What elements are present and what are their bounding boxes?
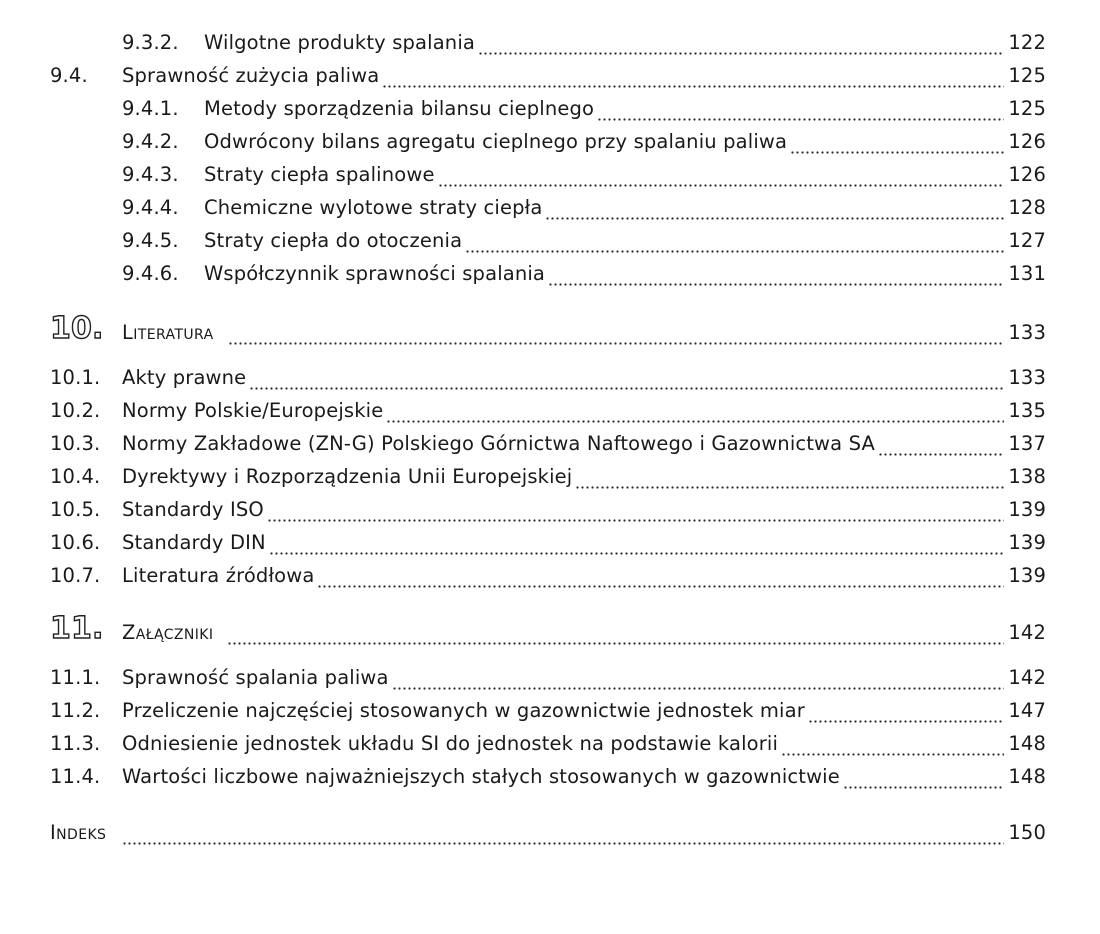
toc-entry — [50, 694, 1046, 724]
toc-entry-page: 128 — [1008, 196, 1046, 219]
toc-entry-number: 11.4. — [50, 765, 101, 788]
dot-leader — [386, 400, 1004, 424]
toc-entry — [50, 661, 1046, 691]
chapter-number: 10. — [50, 311, 104, 346]
toc-entry-title: Współczynnik sprawności spalania — [204, 262, 546, 285]
toc-entry-page: 127 — [1008, 229, 1046, 252]
toc-entry-page: 148 — [1008, 732, 1046, 755]
toc-entry-title: Wilgotne produkty spalania — [204, 31, 475, 54]
dot-leader — [781, 733, 1004, 757]
toc-entry-number: 9.3.2. — [122, 31, 179, 54]
dot-leader — [478, 32, 1004, 56]
toc-entry-number: 10.1. — [50, 366, 101, 389]
dot-leader — [228, 322, 1005, 346]
dot-leader — [122, 822, 1004, 846]
dot-leader — [438, 164, 1005, 188]
toc-entry-number: 11.1. — [50, 666, 101, 689]
toc-entry-page: 125 — [1008, 64, 1046, 87]
toc-entry-page: 126 — [1008, 163, 1046, 186]
dot-leader — [843, 766, 1004, 790]
toc-entry-title: Odniesienie jednostek układu SI do jednostek na podstawie kalorii — [122, 732, 779, 755]
toc-entry-number: 9.4.6. — [122, 262, 179, 285]
dot-leader — [790, 131, 1004, 155]
toc-entry-page: 139 — [1008, 564, 1046, 587]
toc-entry-title: Sprawność zużycia paliwa — [122, 64, 380, 87]
chapter-heading — [50, 806, 1046, 846]
toc-entry-page: 138 — [1008, 465, 1046, 488]
chapter-number: 11. — [50, 611, 104, 646]
dot-leader — [808, 700, 1004, 724]
toc-entry-number: 10.3. — [50, 432, 101, 455]
toc-entry-title: Akty prawne — [122, 366, 247, 389]
toc-entry — [50, 26, 1046, 56]
toc-entry-title: Sprawność spalania paliwa — [122, 666, 389, 689]
dot-leader — [465, 230, 1004, 254]
toc-entry — [50, 526, 1046, 556]
chapter-heading — [50, 306, 1046, 346]
dot-leader — [249, 367, 1004, 391]
toc-entry-number: 10.6. — [50, 531, 101, 554]
toc-entry — [50, 493, 1046, 523]
dot-leader — [548, 263, 1004, 287]
toc-entry-page: 131 — [1008, 262, 1046, 285]
toc-entry-title: Wartości liczbowe najważniejszych stałych stosowanych w gazownictwie — [122, 765, 840, 788]
toc-entry — [50, 257, 1046, 287]
toc-entry-page: 139 — [1008, 498, 1046, 521]
toc-entry-number: 9.4.5. — [122, 229, 179, 252]
dot-leader — [597, 98, 1004, 122]
toc-entry-title: Chemiczne wylotowe straty ciepła — [204, 196, 543, 219]
toc-entry — [50, 427, 1046, 457]
toc-entry — [50, 361, 1046, 391]
dot-leader — [269, 532, 1005, 556]
toc-entry-number: 9.4.2. — [122, 130, 179, 153]
toc-entry — [50, 158, 1046, 188]
toc-entry-number: 9.4.1. — [122, 97, 179, 120]
chapter-page: 133 — [1008, 321, 1046, 344]
toc-entry-title: Standardy DIN — [122, 531, 266, 554]
toc-entry-page: 135 — [1008, 399, 1046, 422]
toc-entry-page: 148 — [1008, 765, 1046, 788]
toc-entry-page: 142 — [1008, 666, 1046, 689]
toc-entry-title: Normy Zakładowe (ZN-G) Polskiego Górnictwa Naftowego i Gazownictwa SA — [122, 432, 875, 455]
toc-entry-title: Straty ciepła spalinowe — [204, 163, 435, 186]
toc-entry — [50, 760, 1046, 790]
toc-entry-number: 10.7. — [50, 564, 101, 587]
toc-entry — [50, 191, 1046, 221]
toc-entry-page: 139 — [1008, 531, 1046, 554]
toc-entry-number: 10.2. — [50, 399, 101, 422]
toc-entry — [50, 92, 1046, 122]
toc-entry-title: Metody sporządzenia bilansu cieplnego — [204, 97, 595, 120]
toc-entry-page: 122 — [1008, 31, 1046, 54]
toc-entry-title: Przeliczenie najczęściej stosowanych w gazownictwie jednostek miar — [122, 699, 805, 722]
dot-leader — [878, 433, 1004, 457]
chapter-title: Załączniki — [122, 621, 214, 644]
chapter-title: Indeks — [50, 821, 107, 844]
toc-entry-number: 10.5. — [50, 498, 101, 521]
chapter-page: 150 — [1008, 821, 1046, 844]
chapter-page: 142 — [1008, 621, 1046, 644]
toc-entry-number: 9.4.4. — [122, 196, 179, 219]
toc-entry-title: Standardy ISO — [122, 498, 264, 521]
toc-entry-page: 126 — [1008, 130, 1046, 153]
toc-entry-title: Normy Polskie/Europejskie — [122, 399, 384, 422]
toc-entry-page: 147 — [1008, 699, 1046, 722]
toc-entry-page: 125 — [1008, 97, 1046, 120]
toc-entry — [50, 59, 1046, 89]
toc-entry-title: Literatura źródłowa — [122, 564, 315, 587]
chapter-heading — [50, 606, 1046, 646]
toc-entry-title: Straty ciepła do otoczenia — [204, 229, 463, 252]
dot-leader — [545, 197, 1004, 221]
dot-leader — [227, 622, 1004, 646]
toc-entry-number: 11.3. — [50, 732, 101, 755]
dot-leader — [575, 466, 1004, 490]
toc-entry-number: 10.4. — [50, 465, 101, 488]
toc-entry-number: 9.4. — [50, 64, 88, 87]
dot-leader — [317, 565, 1004, 589]
toc-entry — [50, 224, 1046, 254]
toc-entry-title: Odwrócony bilans agregatu cieplnego przy spalaniu paliwa — [204, 130, 788, 153]
dot-leader — [382, 65, 1004, 89]
toc-entry-number: 11.2. — [50, 699, 101, 722]
toc-entry-title: Dyrektywy i Rozporządzenia Unii Europejskiej — [122, 465, 573, 488]
toc-entry-number: 9.4.3. — [122, 163, 179, 186]
toc-entry-page: 133 — [1008, 366, 1046, 389]
toc-entry — [50, 460, 1046, 490]
dot-leader — [267, 499, 1004, 523]
toc-entry-page: 137 — [1008, 432, 1046, 455]
toc-entry — [50, 125, 1046, 155]
toc-entry — [50, 559, 1046, 589]
toc-entry — [50, 394, 1046, 424]
dot-leader — [392, 667, 1005, 691]
toc-entry — [50, 727, 1046, 757]
chapter-title: Literatura — [122, 321, 214, 344]
